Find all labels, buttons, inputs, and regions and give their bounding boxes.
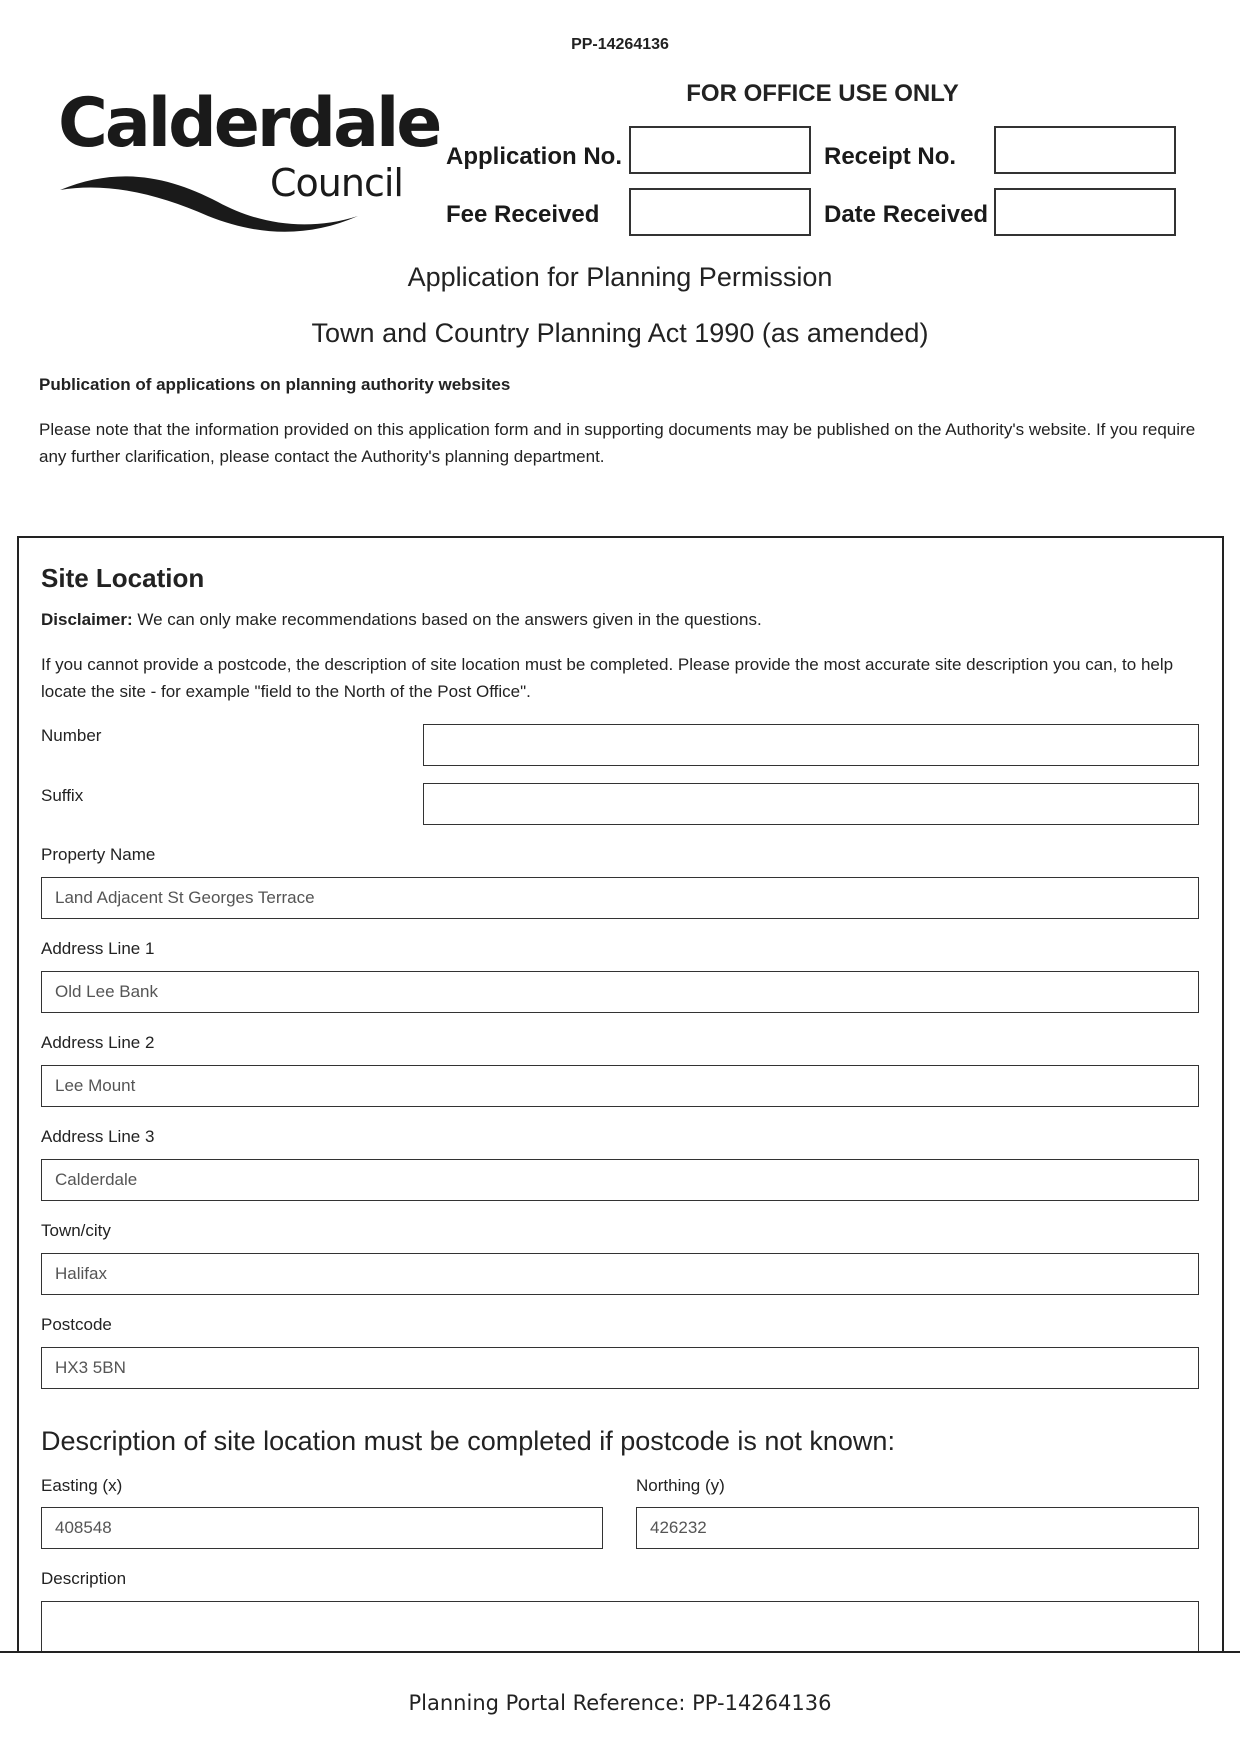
town-city-label: Town/city (41, 1221, 111, 1240)
address-line-2-field[interactable]: Lee Mount (41, 1065, 1199, 1107)
description-heading: Description of site location must be completed if postcode is not known: (41, 1426, 895, 1456)
application-no-label: Application No. (446, 143, 622, 170)
council-logo (58, 84, 440, 234)
property-name-field[interactable]: Land Adjacent St Georges Terrace (41, 877, 1199, 919)
disclaimer-text: We can only make recommendations based on the answers given in the questions. (132, 610, 762, 629)
number-field[interactable] (423, 724, 1199, 766)
publication-heading: Publication of applications on planning authority websites (39, 375, 511, 394)
fee-received-box[interactable] (629, 188, 811, 236)
site-location-help: If you cannot provide a postcode, the description of site location must be completed. Please provide the most accurate site description you can, to help locate the site - for example "field to the North of the Post Office". (41, 655, 1174, 701)
description-label: Description (41, 1569, 127, 1588)
application-no-box[interactable] (629, 126, 811, 174)
easting-field[interactable]: 408548 (41, 1507, 603, 1549)
section-title: Site Location (41, 563, 205, 593)
property-name-label: Property Name (41, 845, 156, 864)
date-received-box[interactable] (994, 188, 1176, 236)
address-line-1-field[interactable]: Old Lee Bank (41, 971, 1199, 1013)
suffix-field[interactable] (423, 783, 1199, 825)
logo-council-text: Council (270, 161, 403, 205)
form-subtitle: Town and Country Planning Act 1990 (as amended) (311, 318, 929, 348)
address-line-3-label: Address Line 3 (41, 1127, 155, 1146)
number-label: Number (41, 726, 102, 745)
address-line-2-label: Address Line 2 (41, 1033, 155, 1052)
northing-label: Northing (y) (636, 1476, 725, 1495)
address-line-1-label: Address Line 1 (41, 939, 155, 958)
suffix-label: Suffix (41, 786, 84, 805)
page-divider (0, 1651, 1240, 1653)
description-field[interactable] (41, 1601, 1199, 1651)
publication-text: Please note that the information provided on this application form and in supporting documents may be published on the Authority's website. If you require any further clarification, please contact the Authority's planning department. (39, 420, 1196, 466)
disclaimer-label: Disclaimer: (41, 610, 133, 629)
postcode-field[interactable]: HX3 5BN (41, 1347, 1199, 1389)
footer-reference: Planning Portal Reference: PP-14264136 (408, 1691, 832, 1715)
address-line-3-field[interactable]: Calderdale (41, 1159, 1199, 1201)
fee-received-label: Fee Received (446, 201, 600, 228)
northing-field[interactable]: 426232 (636, 1507, 1199, 1549)
reference-number: PP-14264136 (571, 36, 669, 53)
receipt-no-box[interactable] (994, 126, 1176, 174)
logo-wordmark: Calderdale (58, 84, 440, 163)
date-received-label: Date Received (824, 201, 989, 228)
disclaimer (41, 610, 762, 630)
town-city-field[interactable]: Halifax (41, 1253, 1199, 1295)
receipt-no-label: Receipt No. (824, 143, 957, 170)
form-title: Application for Planning Permission (407, 262, 833, 292)
office-use-title: FOR OFFICE USE ONLY (686, 80, 959, 107)
easting-label: Easting (x) (41, 1476, 123, 1495)
postcode-label: Postcode (41, 1315, 112, 1334)
